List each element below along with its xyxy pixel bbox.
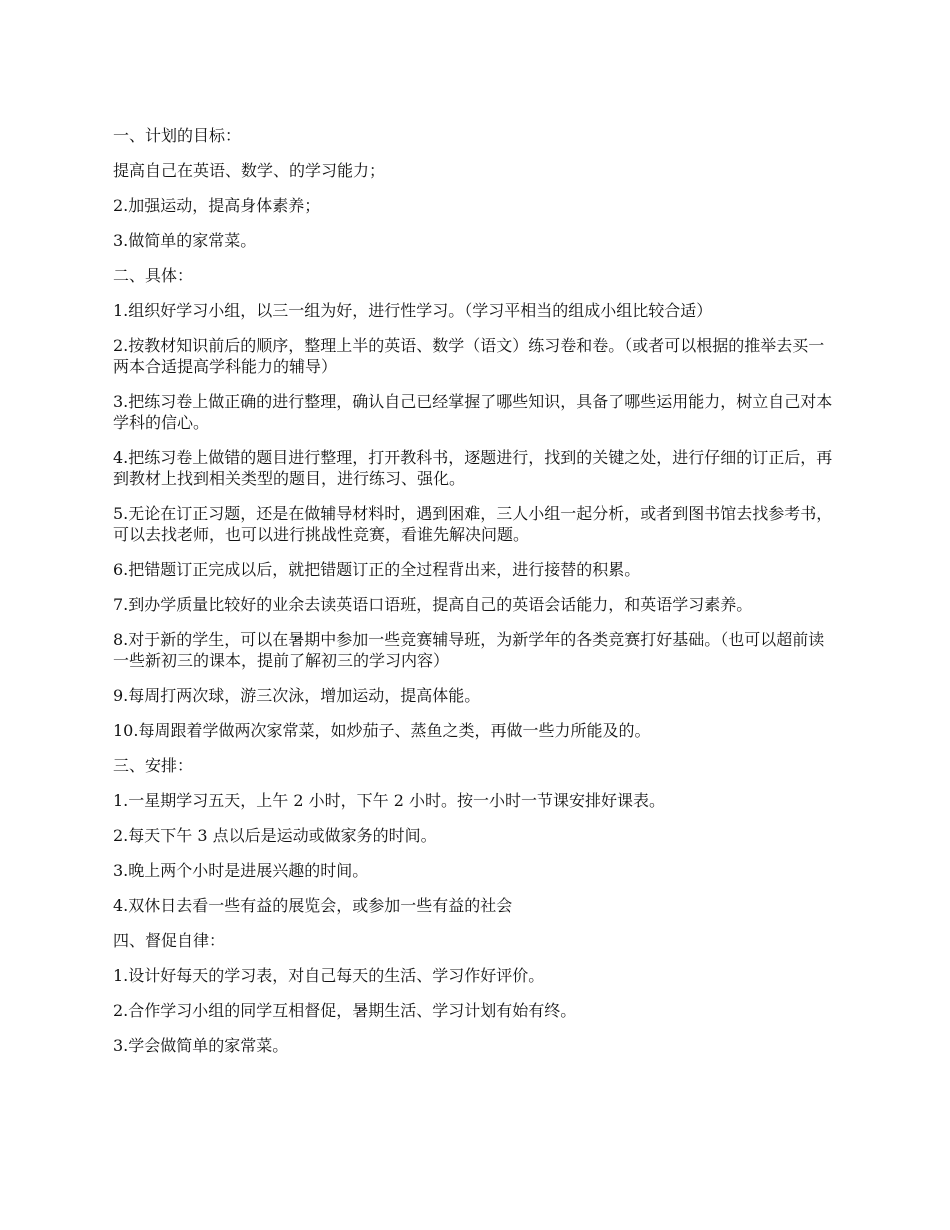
section-heading-discipline: 四、督促自律： <box>113 931 226 950</box>
paragraph: 提高自己在英语、数学、的学习能力； <box>113 161 386 180</box>
section-heading-schedule: 三、安排： <box>113 756 194 775</box>
paragraph: 2.按教材知识前后的顺序，整理上半的英语、数学（语文）练习卷和卷。（或者可以根据的推举去买一两本合适提高学科能力的辅导） <box>113 336 825 376</box>
paragraph: 2.每天下午 3 点以后是运动或做家务的时间。 <box>113 826 437 845</box>
document-body <box>113 125 837 1070</box>
paragraph: 6.把错题订正完成以后，就把错题订正的全过程背出来，进行接替的积累。 <box>113 560 641 579</box>
paragraph: 2.加强运动，提高身体素养； <box>113 196 321 215</box>
paragraph: 10.每周跟着学做两次家常菜，如炒茄子、蒸鱼之类，再做一些力所能及的。 <box>113 721 651 740</box>
paragraph: 5.无论在订正习题，还是在做辅导材料时，遇到困难，三人小组一起分析，或者到图书馆去找参考书，可以去找老师，也可以进行挑战性竞赛，看谁先解决问题。 <box>113 504 833 544</box>
paragraph: 1.一星期学习五天，上午 2 小时，下午 2 小时。按一小时一节课安排好课表。 <box>113 791 665 810</box>
paragraph: 8.对于新的学生，可以在暑期中参加一些竞赛辅导班，为新学年的各类竞赛打好基础。（也可以超前读一些新初三的课本，提前了解初三的学习内容） <box>113 630 825 670</box>
paragraph: 2.合作学习小组的同学互相督促，暑期生活、学习计划有始有终。 <box>113 1001 577 1020</box>
paragraph: 3.学会做简单的家常菜。 <box>113 1036 289 1055</box>
section-heading-goals: 一、计划的目标： <box>113 126 242 145</box>
paragraph: 3.晚上两个小时是进展兴趣的时间。 <box>113 861 369 880</box>
paragraph: 7.到办学质量比较好的业余去读英语口语班，提高自己的英语会话能力，和英语学习素养。 <box>113 595 753 614</box>
paragraph: 1.组织好学习小组，以三一组为好，进行性学习。（学习平相当的组成小组比较合适） <box>113 301 713 320</box>
paragraph: 3.把练习卷上做正确的进行整理，确认自己已经掌握了哪些知识，具备了哪些运用能力，树立自己对本学科的信心。 <box>113 392 833 432</box>
paragraph: 4.双休日去看一些有益的展览会，或参加一些有益的社会 <box>113 896 513 915</box>
paragraph: 1.设计好每天的学习表，对自己每天的生活、学习作好评价。 <box>113 966 545 985</box>
paragraph: 3.做简单的家常菜。 <box>113 231 257 250</box>
section-heading-details: 二、具体： <box>113 266 194 285</box>
paragraph: 4.把练习卷上做错的题目进行整理，打开教科书，逐题进行，找到的关键之处，进行仔细的订正后，再到教材上找到相关类型的题目，进行练习、强化。 <box>113 448 833 488</box>
paragraph: 9.每周打两次球，游三次泳，增加运动，提高体能。 <box>113 686 481 705</box>
